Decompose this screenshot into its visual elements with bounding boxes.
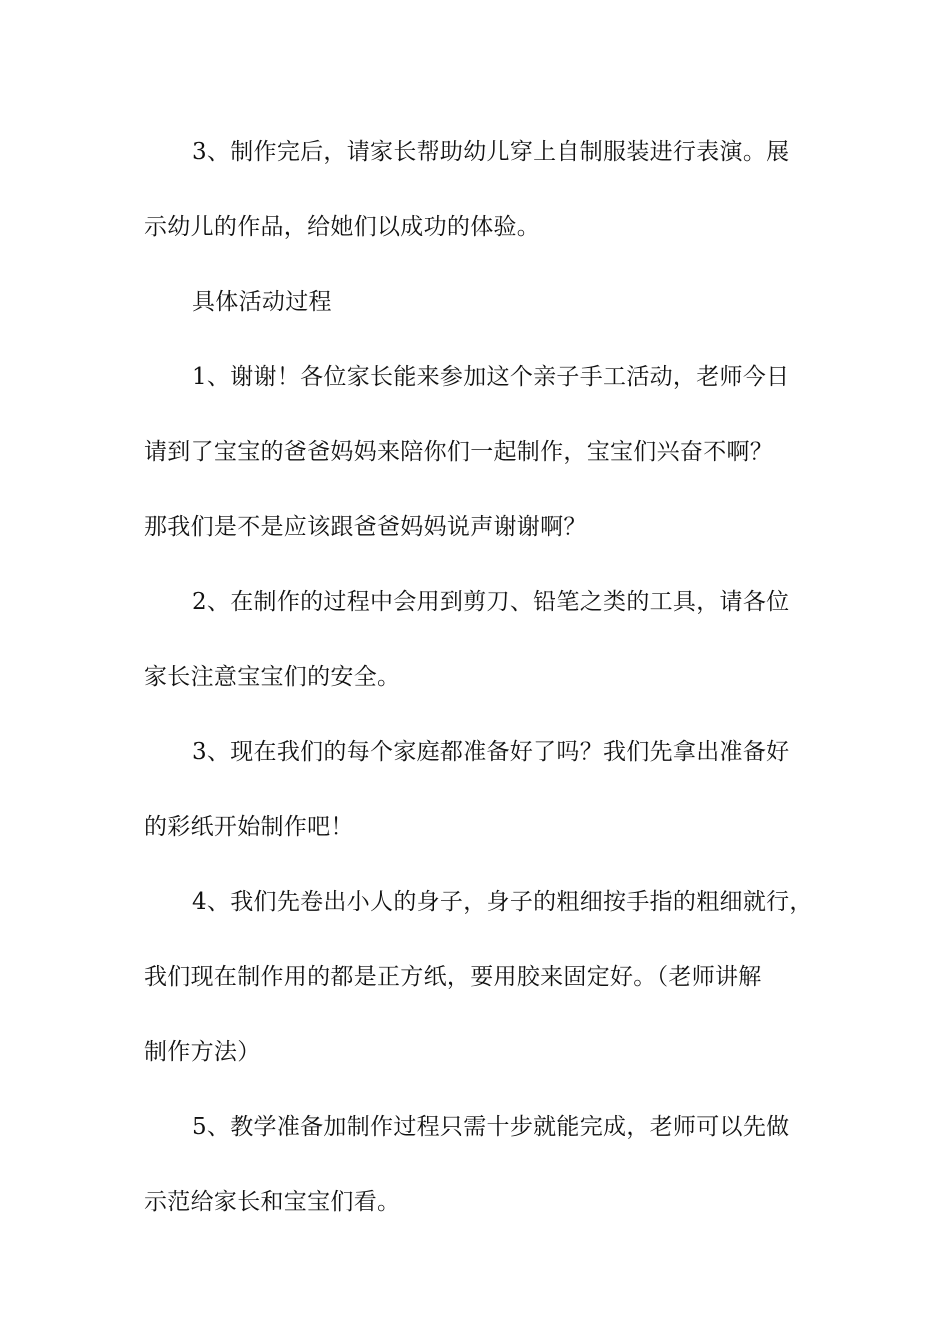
step-5-line-2: 示范给家长和宝宝们看。	[144, 1189, 401, 1215]
step-1-line-1: 1、谢谢！各位家长能来参加这个亲子手工活动，老师今日	[192, 364, 790, 390]
paragraph-3-line-2: 示幼儿的作品，给她们以成功的体验。	[144, 214, 541, 240]
step-2-line-1: 2、在制作的过程中会用到剪刀、铅笔之类的工具，请各位	[192, 589, 790, 615]
step-4-line-3: 制作方法）	[144, 1039, 261, 1065]
section-heading: 具体活动过程	[192, 289, 332, 315]
step-4-line-1: 4、我们先卷出小人的身子，身子的粗细按手指的粗细就行，	[192, 889, 813, 915]
step-3-line-1: 3、现在我们的每个家庭都准备好了吗？我们先拿出准备好	[192, 739, 790, 765]
paragraph-3-line-1: 3、制作完后，请家长帮助幼儿穿上自制服装进行表演。展	[192, 139, 790, 165]
step-5-line-1: 5、教学准备加制作过程只需十步就能完成，老师可以先做	[192, 1114, 790, 1140]
step-3-line-2: 的彩纸开始制作吧！	[144, 814, 354, 840]
step-1-line-2: 请到了宝宝的爸爸妈妈来陪你们一起制作，宝宝们兴奋不啊？	[144, 439, 774, 465]
step-1-line-3: 那我们是不是应该跟爸爸妈妈说声谢谢啊？	[144, 514, 587, 540]
step-2-line-2: 家长注意宝宝们的安全。	[144, 664, 401, 690]
step-4-line-2: 我们现在制作用的都是正方纸，要用胶来固定好。（老师讲解	[144, 964, 762, 990]
